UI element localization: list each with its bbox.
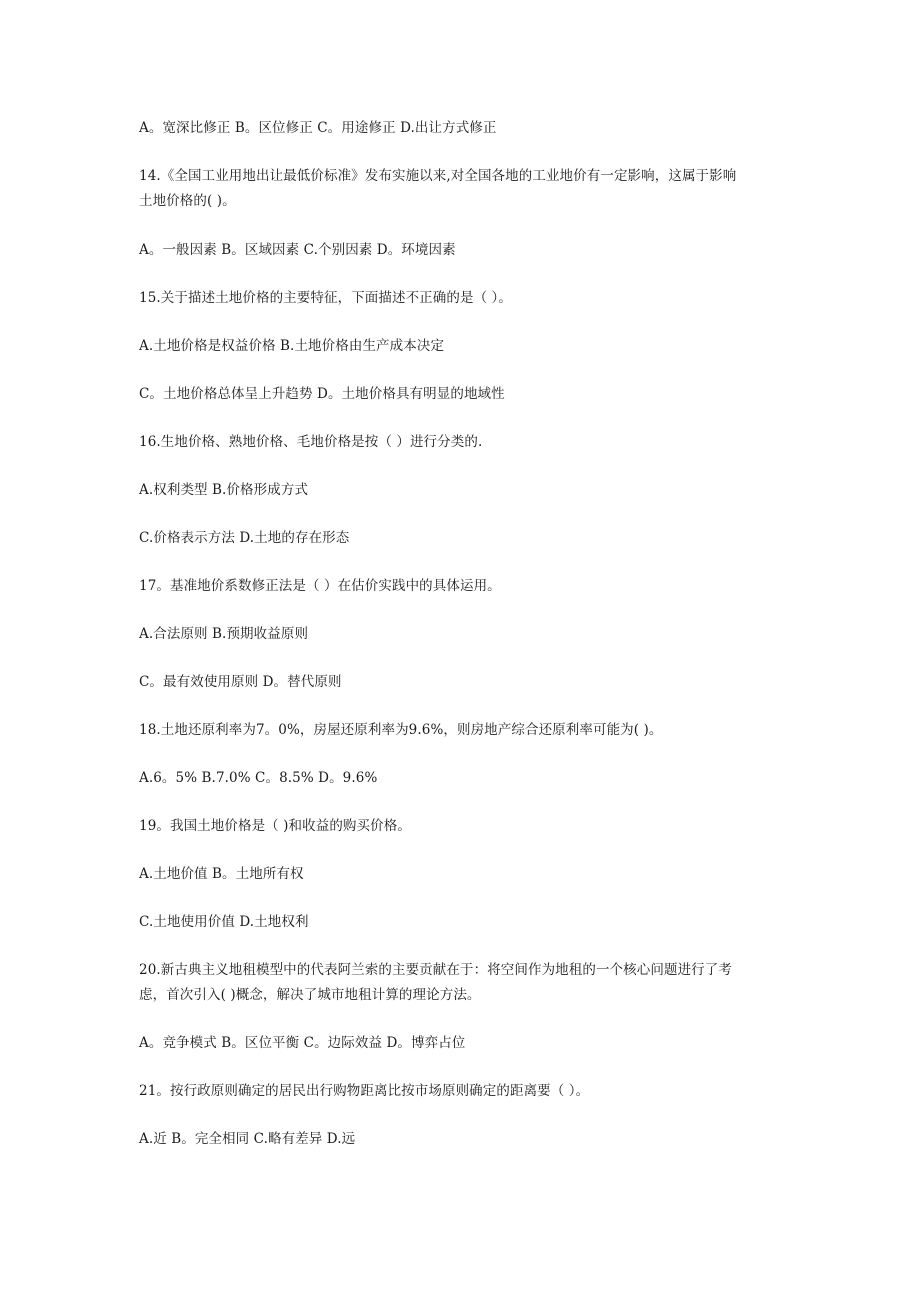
question-21-stem: 21。按行政原则确定的居民出行购物距离比按市场原则确定的距离要（ ）。	[139, 1083, 590, 1099]
question-13-options: A。宽深比修正 B。区位修正 C。用途修正 D.出让方式修正	[139, 120, 497, 136]
question-19-stem: 19。我国土地价格是（ )和收益的购买价格。	[139, 818, 411, 834]
question-14-stem-line-1: 14.《全国工业用地出让最低价标准》发布实施以来,对全国各地的工业地价有一定影响，这属于影响	[139, 168, 737, 184]
question-18-stem: 18.土地还原利率为7。0%，房屋还原利率为9.6%，则房地产综合还原利率可能为( )。	[139, 722, 663, 738]
question-16-options-ab: A.权利类型 B.价格形成方式	[139, 482, 309, 498]
question-20-options: A。竞争模式 B。区位平衡 C。边际效益 D。博弈占位	[139, 1035, 466, 1051]
question-16-stem: 16.生地价格、熟地价格、毛地价格是按（ ）进行分类的.	[139, 434, 483, 450]
question-19-options-cd: C.土地使用价值 D.土地权利	[139, 914, 309, 930]
question-20-stem-line-2: 虑，首次引入( )概念，解决了城市地租计算的理论方法。	[139, 987, 481, 1003]
question-20-stem-line-1: 20.新古典主义地租模型中的代表阿兰索的主要贡献在于：将空间作为地租的一个核心问题进行了考	[139, 962, 732, 978]
question-16-options-cd: C.价格表示方法 D.土地的存在形态	[139, 530, 350, 546]
question-14-options: A。一般因素 B。区域因素 C.个别因素 D。环境因素	[139, 242, 456, 258]
question-15-stem: 15.关于描述土地价格的主要特征，下面描述不正确的是（ ）。	[139, 290, 513, 306]
question-17-options-cd: C。最有效使用原则 D。替代原则	[139, 674, 342, 690]
question-18-options: A.6。5% B.7.0% C。8.5% D。9.6%	[139, 770, 378, 786]
question-17-options-ab: A.合法原则 B.预期收益原则	[139, 626, 309, 642]
question-15-options-ab: A.土地价格是权益价格 B.土地价格由生产成本决定	[139, 338, 445, 354]
question-14-stem-line-2: 土地价格的( )。	[139, 193, 236, 209]
question-19-options-ab: A.土地价值 B。土地所有权	[139, 866, 304, 882]
question-21-options: A.近 B。完全相同 C.略有差异 D.远	[139, 1131, 356, 1147]
question-15-options-cd: C。土地价格总体呈上升趋势 D。土地价格具有明显的地域性	[139, 386, 505, 402]
question-17-stem: 17。基准地价系数修正法是（ ）在估价实践中的具体运用。	[139, 578, 501, 594]
